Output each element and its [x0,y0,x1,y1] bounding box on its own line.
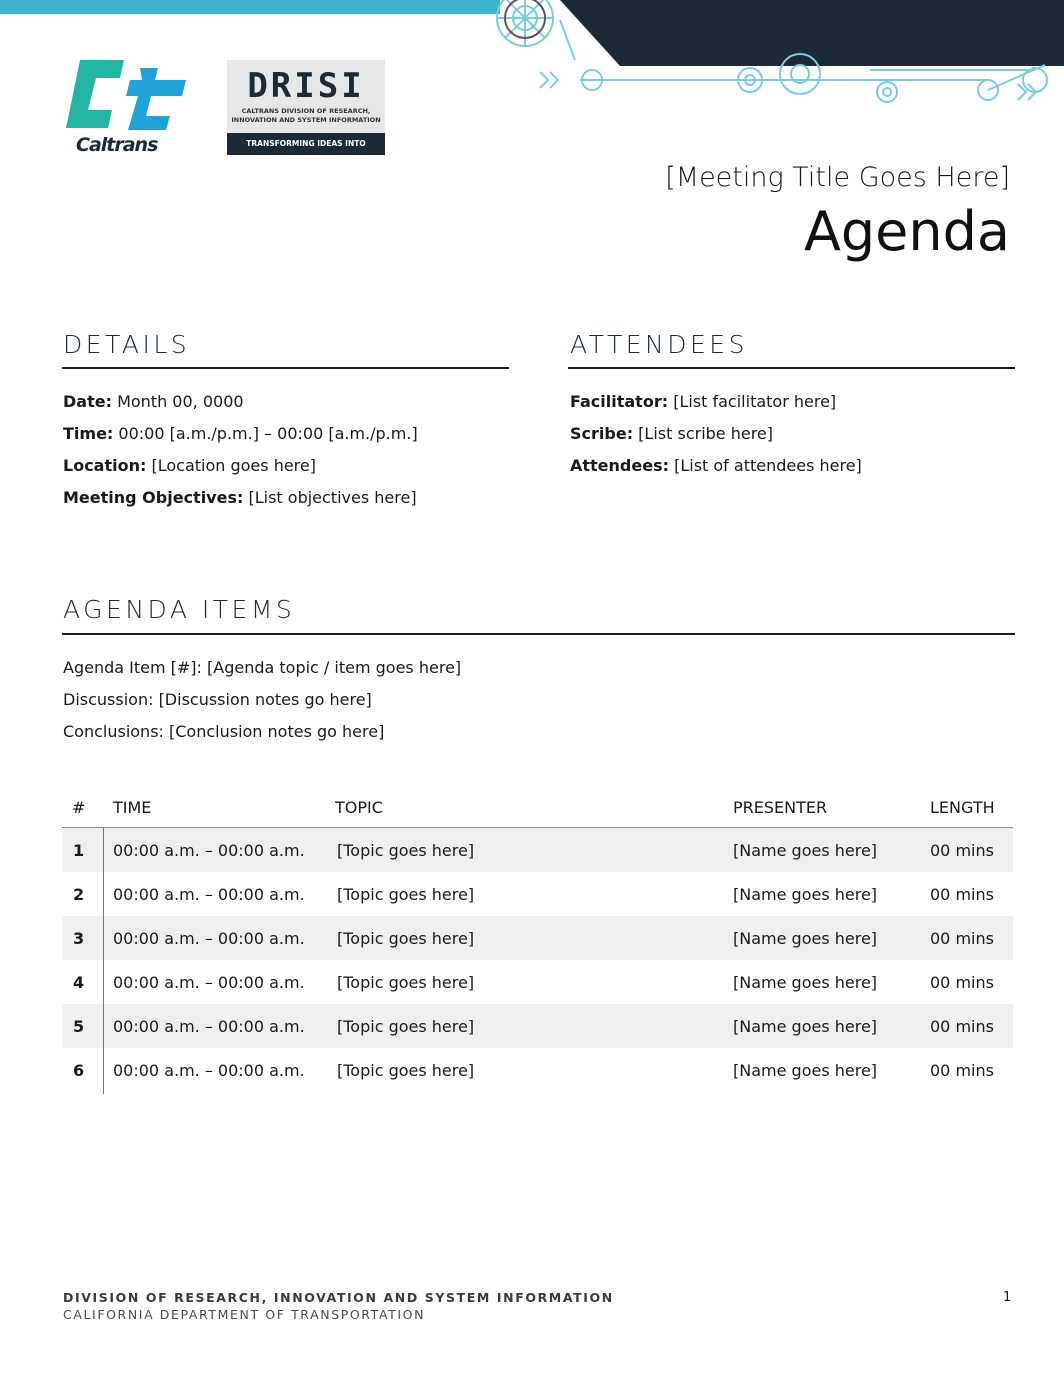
row-time: 00:00 a.m. – 00:00 a.m. [113,973,305,992]
row-topic: [Topic goes here] [337,1061,475,1080]
row-topic: [Topic goes here] [337,973,475,992]
row-time: 00:00 a.m. – 00:00 a.m. [113,1061,305,1080]
location-line [63,456,316,475]
row-presenter: [Name goes here] [733,1061,878,1080]
scribe-label: Scribe: [570,424,634,443]
row-num: 5 [73,1017,85,1036]
row-length: 00 mins [930,1017,994,1036]
row-num: 2 [73,885,85,904]
agenda-items-divider [62,633,1015,635]
discussion-line: Discussion: [Discussion notes go here] [63,690,372,709]
caltrans-wordmark: Caltrans [76,134,158,156]
row-length: 00 mins [930,1061,994,1080]
row-presenter: [Name goes here] [733,973,878,992]
attendees-divider [568,367,1015,369]
objectives-line [63,488,417,507]
row-topic: [Topic goes here] [337,885,475,904]
row-length: 00 mins [930,841,994,860]
conclusions-line: Conclusions: [Conclusion notes go here] [63,722,385,741]
table-row [62,960,1013,1004]
time-value: 00:00 [a.m./p.m.] – 00:00 [a.m./p.m.] [113,424,418,443]
header-time: TIME [113,798,152,817]
header-presenter: PRESENTER [733,798,828,817]
attendees-value: [List of attendees here] [669,456,862,475]
header-num: # [72,798,86,817]
attendees-label: Attendees: [570,456,669,475]
page-number: 1 [1003,1290,1012,1305]
table-row [62,1048,1013,1092]
drisi-logo-subtitle: CALTRANS DIVISION OF RESEARCH, INNOVATION AND SYSTEM INFORMATION [231,107,381,124]
row-presenter: [Name goes here] [733,929,878,948]
attendees-heading: ATTENDEES [570,330,748,359]
table-row [62,916,1013,960]
row-length: 00 mins [930,885,994,904]
facilitator-label: Facilitator: [570,392,669,411]
location-value: [Location goes here] [146,456,316,475]
row-num: 6 [73,1061,85,1080]
footer-department: CALIFORNIA DEPARTMENT OF TRANSPORTATION [63,1307,426,1322]
footer-division: DIVISION OF RESEARCH, INNOVATION AND SYSTEM INFORMATION [63,1290,614,1305]
meeting-title: [Meeting Title Goes Here] [665,162,1010,193]
agenda-items-heading: AGENDA ITEMS [63,595,296,624]
row-length: 00 mins [930,973,994,992]
scribe-line [570,424,773,443]
date-line [63,392,244,411]
row-topic: [Topic goes here] [337,841,475,860]
time-label: Time: [63,424,114,443]
gear-decoration-icon [470,0,1064,110]
header-length: LENGTH [930,798,995,817]
row-topic: [Topic goes here] [337,1017,475,1036]
row-length: 00 mins [930,929,994,948]
row-num: 1 [73,841,85,860]
page-title: Agenda [803,200,1010,263]
header-accent-bar [0,0,500,14]
location-label: Location: [63,456,147,475]
table-row [62,828,1013,872]
table-row [62,1004,1013,1048]
table-column-divider [103,828,104,1094]
attendees-line [570,456,862,475]
row-presenter: [Name goes here] [733,1017,878,1036]
drisi-logo-tagline: TRANSFORMING IDEAS INTO SOLUTIONS [227,133,385,155]
table-row [62,872,1013,916]
row-presenter: [Name goes here] [733,885,878,904]
table-header-row [62,790,1013,828]
drisi-logo-word: DRISI [247,66,365,106]
facilitator-value: [List facilitator here] [668,392,837,411]
scribe-value: [List scribe here] [633,424,774,443]
facilitator-line [570,392,836,411]
agenda-item-line: Agenda Item [#]: [Agenda topic / item goes here] [63,658,462,677]
date-label: Date: [63,392,112,411]
row-time: 00:00 a.m. – 00:00 a.m. [113,929,305,948]
objectives-label: Meeting Objectives: [63,488,244,507]
row-topic: [Topic goes here] [337,929,475,948]
date-value: Month 00, 0000 [111,392,244,411]
row-time: 00:00 a.m. – 00:00 a.m. [113,841,305,860]
details-heading: DETAILS [63,330,191,359]
details-divider [62,367,509,369]
time-line [63,424,418,443]
objectives-value: [List objectives here] [243,488,417,507]
row-num: 3 [73,929,85,948]
row-time: 00:00 a.m. – 00:00 a.m. [113,885,305,904]
agenda-table [62,790,1013,1092]
row-time: 00:00 a.m. – 00:00 a.m. [113,1017,305,1036]
row-presenter: [Name goes here] [733,841,878,860]
drisi-logo [227,60,385,170]
header-topic: TOPIC [335,798,383,817]
row-num: 4 [73,973,85,992]
